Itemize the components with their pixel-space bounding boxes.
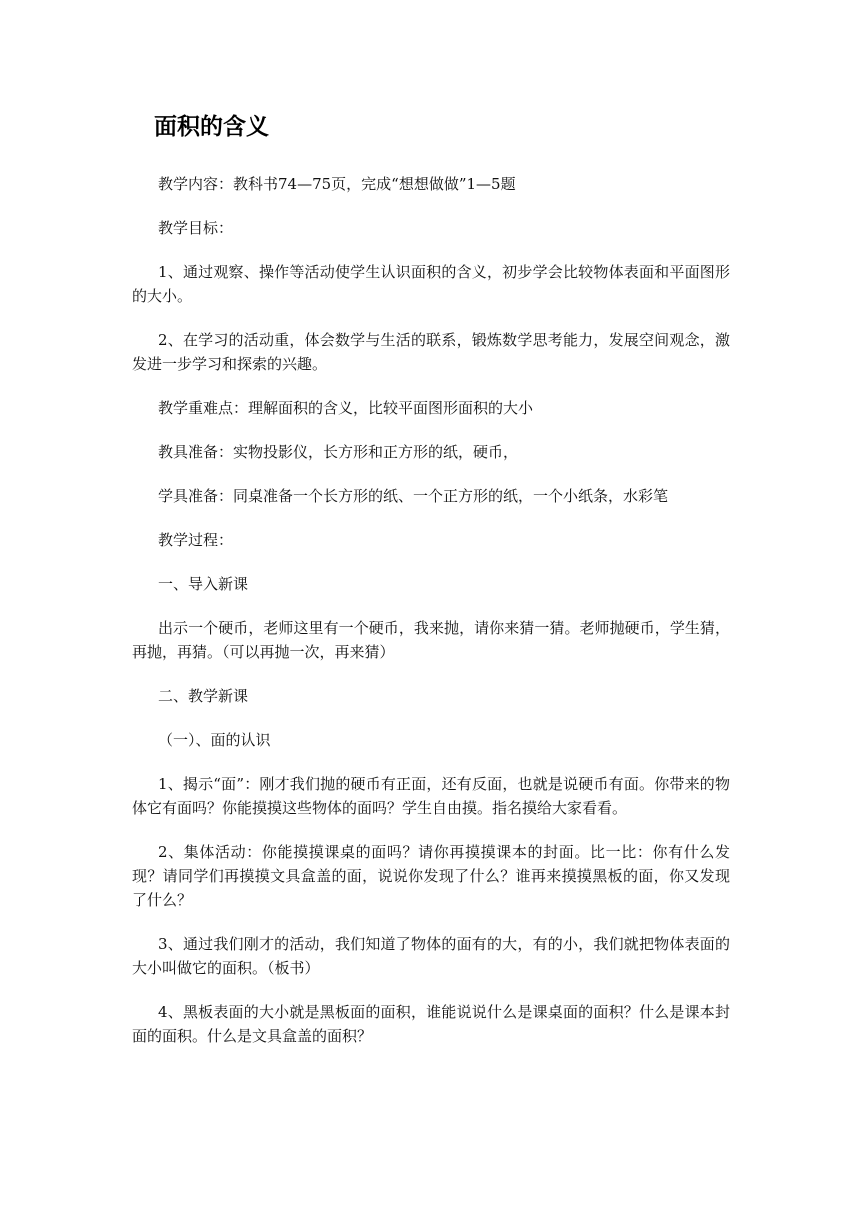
paragraph-step-4: 4、黑板表面的大小就是黑板面的面积，谁能说说什么是课桌面的面积？什么是课本封面的面积。什么是文具盒盖的面积？ [132, 1003, 730, 1045]
paragraph-goal-2: 2、在学习的活动重，体会数学与生活的联系，锻炼数学思考能力，发展空间观念，激发进一步学习和探索的兴趣。 [132, 331, 730, 373]
paragraph-intro-activity: 出示一个硬币，老师这里有一个硬币，我来抛，请你来猜一猜。老师抛硬币，学生猜，再抛，再猜。（可以再抛一次，再来猜） [132, 619, 730, 661]
paragraph-student-materials: 学具准备：同桌准备一个长方形的纸、一个正方形的纸，一个小纸条，水彩笔 [158, 487, 669, 505]
paragraph-section-2-heading: 二、教学新课 [158, 687, 249, 705]
paragraph-goal-1: 1、通过观察、操作等活动使学生认识面积的含义，初步学会比较物体表面和平面图形的大小。 [132, 263, 730, 305]
paragraph-key-points: 教学重难点：理解面积的含义，比较平面图形面积的大小 [158, 399, 534, 417]
paragraph-subsection-1-heading: （一）、面的认识 [158, 731, 271, 749]
paragraph-section-1-heading: 一、导入新课 [158, 575, 249, 593]
paragraph-step-1: 1、揭示“面”：刚才我们抛的硬币有正面，还有反面，也就是说硬币有面。你带来的物体它有面吗？你能摸摸这些物体的面吗？学生自由摸。指名摸给大家看看。 [132, 775, 730, 817]
paragraph-teaching-content: 教学内容：教科书74—75页，完成“想想做做”1—5题 [158, 175, 516, 193]
paragraph-teaching-aids: 教具准备：实物投影仪，长方形和正方形的纸，硬币， [158, 443, 519, 461]
paragraph-process-heading: 教学过程： [158, 531, 234, 549]
paragraph-teaching-goals-heading: 教学目标： [158, 219, 234, 237]
document-title: 面积的含义 [154, 114, 269, 140]
paragraph-step-3: 3、通过我们刚才的活动，我们知道了物体的面有的大，有的小，我们就把物体表面的大小叫做它的面积。（板书） [132, 935, 730, 977]
paragraph-step-2: 2、集体活动：你能摸摸课桌的面吗？请你再摸摸课本的封面。比一比：你有什么发现？请同学们再摸摸文具盒盖的面，说说你发现了什么？谁再来摸摸黑板的面，你又发现了什么？ [132, 843, 730, 909]
document-body [132, 108, 730, 1067]
